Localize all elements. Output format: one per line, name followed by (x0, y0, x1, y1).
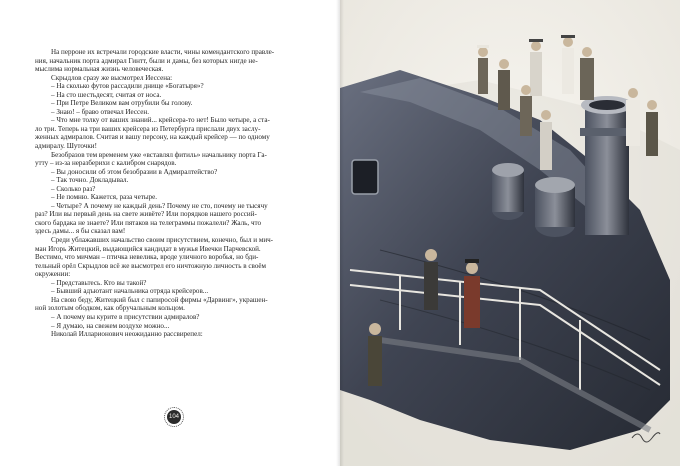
text-line: здесь дамы... я бы сказал вам! (35, 227, 126, 236)
figure (477, 45, 489, 94)
text-line: – Вы доносили об этом безобразии в Адмиралтейство? (51, 167, 218, 176)
text-line: – Знаю! – браво отвечал Иессен. (51, 107, 149, 116)
text-line: окружении: (35, 270, 71, 279)
figure (464, 259, 480, 328)
text-line: На свою беду, Житецкий был с папиросой фирмы «Дарвинг», украшен- (51, 295, 268, 304)
text-line: – Сколько раз? (51, 184, 96, 193)
text-line: На перроне их встречали городские власти, чины комендантского правле- (51, 48, 275, 56)
page-number: 104 (168, 414, 179, 420)
text-block (35, 48, 297, 339)
text-line: ского бардака не знаете? Или пятаков на телеграммы пожалели? Жаль, что (35, 218, 262, 227)
text-line: – При Петре Великом вам отрубили бы голову. (51, 99, 193, 108)
text-line: – Я думаю, на свежем воздухе можно... (51, 321, 170, 330)
text-line: Среди ублажавших начальство своим присутствием, конечно, был и мич- (51, 236, 274, 245)
figure (424, 249, 438, 310)
text-line: утту – из-за неразберихи с калибром снарядов. (35, 159, 177, 168)
text-line: – Представьтесь. Кто вы такой? (51, 278, 147, 287)
text-line: ло три. Теперь на три ваших крейсера из Петербурга прислали двух заслу- (35, 124, 261, 133)
text-line: адмиралу. Шуточки! (35, 142, 97, 151)
text-line: – На сколько футов рассадили днище «Богатыря»? (51, 82, 204, 91)
figure (498, 59, 510, 110)
text-line: – Так точно. Докладывал. (51, 176, 129, 185)
text-line: ман Игорь Житецкий, выдающийся кандидат в мужья Ивечки Парчевской. (35, 244, 261, 253)
text-line: Скрыдлов сразу же высмотрел Иессена: (51, 73, 173, 82)
text-line: – Бывший адъютант начальника отряда крейсеров... (51, 287, 209, 296)
figure (368, 323, 382, 386)
text-line: мыслима нормальная жизнь человеческая. (35, 65, 164, 74)
locomotive-illustration (340, 0, 680, 466)
cab-window (352, 160, 378, 194)
text-line: раз? Или вы первый день на свете живёте? Или порядков нашего россий- (35, 210, 257, 219)
text-line: ной золотым ободком, как обручальным кольцом. (35, 304, 185, 313)
text-line: – А почему вы курите в присутствии адмиралов? (51, 312, 200, 321)
book-gutter (336, 0, 344, 466)
text-line: Безобразов тем временем уже «вставлял фитиль» начальнику порта Га- (51, 150, 267, 159)
right-page-illustration (340, 0, 680, 466)
text-line: женных адмиралов. Считая и вашу персону, на каждый крейсер — по одному (35, 133, 270, 142)
figure (520, 85, 532, 136)
page-number-ornament (167, 410, 181, 424)
chimney (585, 105, 629, 235)
text-line: Николай Илларионович неожиданно рассвирепел: (51, 330, 203, 339)
text-line: – Четыре? А почему не каждый день? Почему не сто, почему не тысячу (51, 201, 268, 210)
text-line: – Не помню. Кажется, раза четыре. (51, 193, 158, 202)
text-line: – Что мне толку от ваших знаний... крейсера-то нет! Было четыре, а ста- (51, 116, 270, 125)
text-line: – На сто шестьдесят, считая от носа. (51, 90, 162, 99)
text-line: тельный орёл Скрыдлов всё же высмотрел его ничтожную личность в своём (35, 261, 267, 270)
text-line: Вестимо, что мичман – птичка невелика, вроде уличного воробья, но бди- (35, 253, 259, 262)
text-line: ния, начальник порта адмирал Гинтт, были и дамы, без которых нигде не- (35, 56, 258, 65)
